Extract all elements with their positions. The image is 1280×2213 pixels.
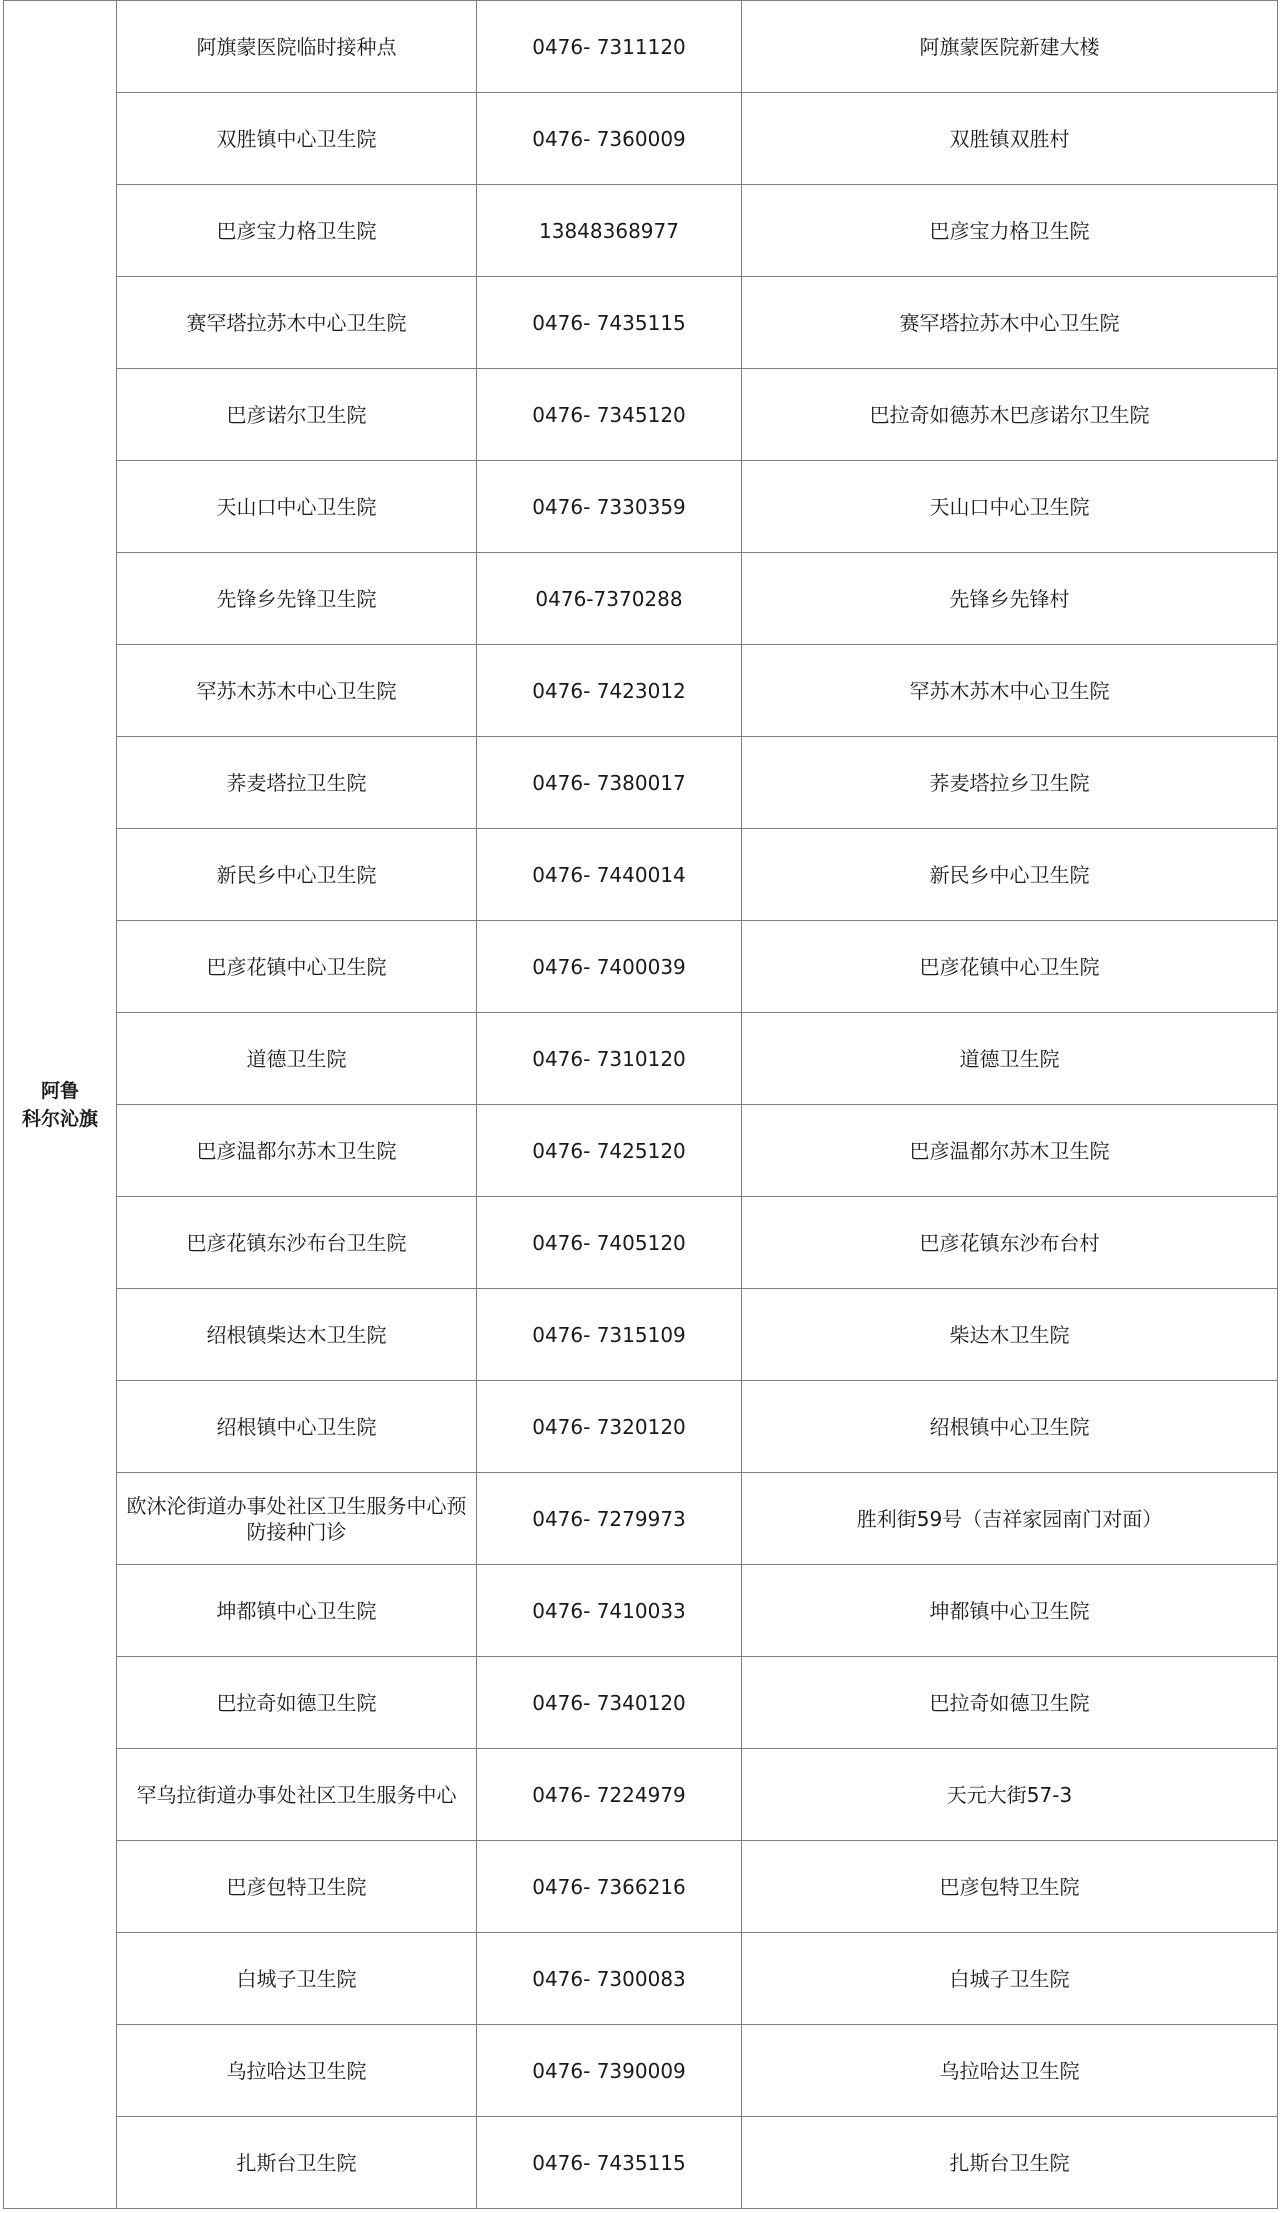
- table-row: [4, 369, 1278, 461]
- site-name-cell: 乌拉哈达卫生院: [117, 2025, 477, 2117]
- address-cell: 荞麦塔拉乡卫生院: [742, 737, 1278, 829]
- address-cell: 双胜镇双胜村: [742, 93, 1278, 185]
- table-row: [4, 1565, 1278, 1657]
- vaccination-sites-table: [3, 0, 1278, 2209]
- address-cell: 坤都镇中心卫生院: [742, 1565, 1278, 1657]
- table-row: [4, 185, 1278, 277]
- site-name-cell: 巴拉奇如德卫生院: [117, 1657, 477, 1749]
- table-row: [4, 2117, 1278, 2209]
- address-cell: 巴拉奇如德苏木巴彦诺尔卫生院: [742, 369, 1278, 461]
- phone-cell: 0476- 7320120: [477, 1381, 742, 1473]
- phone-cell: 0476- 7435115: [477, 2117, 742, 2209]
- table-body: [4, 1, 1278, 2209]
- table-row: [4, 1657, 1278, 1749]
- site-name-cell: 赛罕塔拉苏木中心卫生院: [117, 277, 477, 369]
- address-cell: 道德卫生院: [742, 1013, 1278, 1105]
- table-row: [4, 829, 1278, 921]
- site-name-cell: 绍根镇中心卫生院: [117, 1381, 477, 1473]
- table-row: [4, 1473, 1278, 1565]
- address-cell: 天元大街57-3: [742, 1749, 1278, 1841]
- address-cell: 赛罕塔拉苏木中心卫生院: [742, 277, 1278, 369]
- phone-cell: 0476- 7423012: [477, 645, 742, 737]
- phone-cell: 0476- 7435115: [477, 277, 742, 369]
- address-cell: 柴达木卫生院: [742, 1289, 1278, 1381]
- phone-cell: 13848368977: [477, 185, 742, 277]
- table-row: [4, 737, 1278, 829]
- phone-cell: 0476- 7360009: [477, 93, 742, 185]
- phone-cell: 0476- 7425120: [477, 1105, 742, 1197]
- region-name-line1: 阿鲁: [40, 1079, 79, 1102]
- table-row: [4, 277, 1278, 369]
- address-cell: 绍根镇中心卫生院: [742, 1381, 1278, 1473]
- site-name-cell: 扎斯台卫生院: [117, 2117, 477, 2209]
- address-cell: 巴彦花镇中心卫生院: [742, 921, 1278, 1013]
- region-cell: [4, 1, 117, 2209]
- site-name-cell: 巴彦温都尔苏木卫生院: [117, 1105, 477, 1197]
- table-row: [4, 2025, 1278, 2117]
- table-row: [4, 645, 1278, 737]
- address-cell: 天山口中心卫生院: [742, 461, 1278, 553]
- address-cell: 新民乡中心卫生院: [742, 829, 1278, 921]
- phone-cell: 0476- 7440014: [477, 829, 742, 921]
- table-row: [4, 1749, 1278, 1841]
- site-name-cell: 新民乡中心卫生院: [117, 829, 477, 921]
- phone-cell: 0476-7370288: [477, 553, 742, 645]
- site-name-cell: 天山口中心卫生院: [117, 461, 477, 553]
- phone-cell: 0476- 7300083: [477, 1933, 742, 2025]
- table-row: [4, 93, 1278, 185]
- address-cell: 阿旗蒙医院新建大楼: [742, 1, 1278, 93]
- phone-cell: 0476- 7330359: [477, 461, 742, 553]
- region-name-line2: 科尔沁旗: [21, 1107, 98, 1130]
- site-name-cell: 绍根镇柴达木卫生院: [117, 1289, 477, 1381]
- address-cell: 巴彦宝力格卫生院: [742, 185, 1278, 277]
- address-cell: 巴彦温都尔苏木卫生院: [742, 1105, 1278, 1197]
- phone-cell: 0476- 7405120: [477, 1197, 742, 1289]
- address-cell: 扎斯台卫生院: [742, 2117, 1278, 2209]
- site-name-cell: 双胜镇中心卫生院: [117, 93, 477, 185]
- phone-cell: 0476- 7340120: [477, 1657, 742, 1749]
- site-name-cell: 荞麦塔拉卫生院: [117, 737, 477, 829]
- site-name-cell: 阿旗蒙医院临时接种点: [117, 1, 477, 93]
- table-row: [4, 1841, 1278, 1933]
- site-name-cell: 白城子卫生院: [117, 1933, 477, 2025]
- phone-cell: 0476- 7315109: [477, 1289, 742, 1381]
- phone-cell: 0476- 7345120: [477, 369, 742, 461]
- phone-cell: 0476- 7400039: [477, 921, 742, 1013]
- site-name-cell: 巴彦包特卫生院: [117, 1841, 477, 1933]
- table-row: [4, 1105, 1278, 1197]
- phone-cell: 0476- 7310120: [477, 1013, 742, 1105]
- phone-cell: 0476- 7279973: [477, 1473, 742, 1565]
- phone-cell: 0476- 7380017: [477, 737, 742, 829]
- site-name-cell: 巴彦花镇中心卫生院: [117, 921, 477, 1013]
- table-row: [4, 553, 1278, 645]
- site-name-cell: 罕乌拉街道办事处社区卫生服务中心: [117, 1749, 477, 1841]
- phone-cell: 0476- 7224979: [477, 1749, 742, 1841]
- table-row: [4, 1197, 1278, 1289]
- site-name-cell: 先锋乡先锋卫生院: [117, 553, 477, 645]
- address-cell: 巴彦花镇东沙布台村: [742, 1197, 1278, 1289]
- address-cell: 巴彦包特卫生院: [742, 1841, 1278, 1933]
- site-name-cell: 巴彦宝力格卫生院: [117, 185, 477, 277]
- table-row: [4, 1, 1278, 93]
- phone-cell: 0476- 7410033: [477, 1565, 742, 1657]
- table-row: [4, 1289, 1278, 1381]
- phone-cell: 0476- 7311120: [477, 1, 742, 93]
- address-cell: 胜利街59号（吉祥家园南门对面）: [742, 1473, 1278, 1565]
- address-cell: 巴拉奇如德卫生院: [742, 1657, 1278, 1749]
- site-name-cell: 巴彦诺尔卫生院: [117, 369, 477, 461]
- table-row: [4, 1933, 1278, 2025]
- address-cell: 白城子卫生院: [742, 1933, 1278, 2025]
- phone-cell: 0476- 7366216: [477, 1841, 742, 1933]
- site-name-cell: 道德卫生院: [117, 1013, 477, 1105]
- table-row: [4, 1381, 1278, 1473]
- address-cell: 罕苏木苏木中心卫生院: [742, 645, 1278, 737]
- address-cell: 乌拉哈达卫生院: [742, 2025, 1278, 2117]
- site-name-cell: 欧沐沦街道办事处社区卫生服务中心预防接种门诊: [117, 1473, 477, 1565]
- site-name-cell: 巴彦花镇东沙布台卫生院: [117, 1197, 477, 1289]
- table-row: [4, 461, 1278, 553]
- phone-cell: 0476- 7390009: [477, 2025, 742, 2117]
- site-name-cell: 坤都镇中心卫生院: [117, 1565, 477, 1657]
- table-row: [4, 921, 1278, 1013]
- table-row: [4, 1013, 1278, 1105]
- site-name-cell: 罕苏木苏木中心卫生院: [117, 645, 477, 737]
- address-cell: 先锋乡先锋村: [742, 553, 1278, 645]
